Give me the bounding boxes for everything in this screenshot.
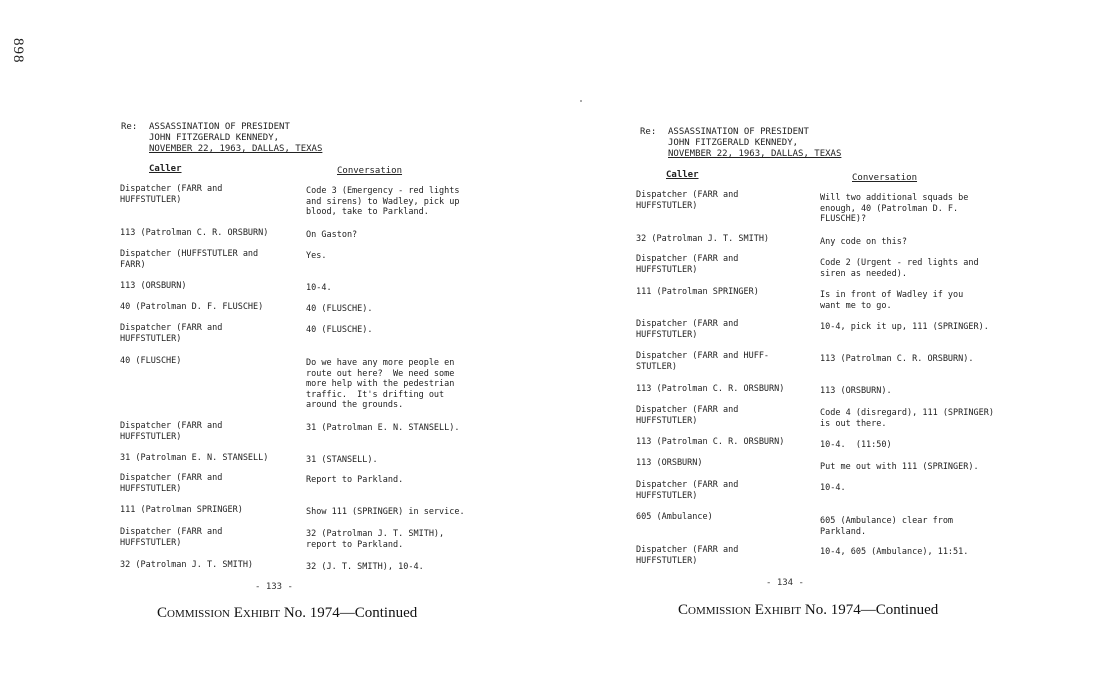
re-line: JOHN FITZGERALD KENNEDY, (668, 138, 799, 148)
re-line: JOHN FITZGERALD KENNEDY, (149, 133, 280, 143)
conversation-header: Conversation (337, 166, 403, 176)
caption-number: No. 1974—Continued (804, 602, 939, 618)
caller-cell: Dispatcher (FARR and HUFFSTUTLER) (636, 190, 739, 211)
caller-cell: 605 (Ambulance) (636, 512, 713, 522)
caller-cell: 113 (ORSBURN) (636, 458, 703, 468)
caller-header: Caller (666, 170, 699, 180)
conversation-cell: 605 (Ambulance) clear from Parkland. (820, 516, 954, 537)
conversation-cell: Is in front of Wadley if you want me to go. (820, 290, 964, 311)
caller-cell: 113 (Patrolman C. R. ORSBURN) (120, 228, 269, 238)
re-line: NOVEMBER 22, 1963, DALLAS, TEXAS (149, 144, 323, 154)
conversation-cell: 40 (FLUSCHE). (306, 325, 373, 335)
caption-commission: Commission (157, 605, 230, 621)
conversation-cell: Code 4 (disregard), 111 (SPRINGER) is out there. (820, 408, 994, 429)
caller-cell: Dispatcher (HUFFSTUTLER and FARR) (120, 249, 259, 270)
conversation-cell: 113 (ORSBURN). (820, 386, 892, 396)
caller-header: Caller (149, 164, 182, 174)
caller-cell: Dispatcher (FARR and HUFFSTUTLER) (120, 421, 223, 442)
caller-cell: Dispatcher (FARR and HUFFSTUTLER) (636, 319, 739, 340)
caption-exhibit: Exhibit (233, 605, 281, 621)
caller-cell: Dispatcher (FARR and HUFFSTUTLER) (636, 480, 739, 501)
conversation-cell: Do we have any more people en route out here? We need some more help with the pedestrian traffic. It's drifting out around the grounds. (306, 358, 455, 411)
caller-cell: Dispatcher (FARR and HUFFSTUTLER) (636, 254, 739, 275)
page-footer: - 133 - (255, 582, 293, 592)
conversation-cell: Put me out with 111 (SPRINGER). (820, 462, 979, 472)
caller-cell: Dispatcher (FARR and HUFFSTUTLER) (636, 545, 739, 566)
exhibit-caption (157, 605, 417, 622)
conversation-cell: On Gaston? (306, 230, 358, 240)
conversation-cell: 32 (Patrolman J. T. SMITH), report to Parkland. (306, 529, 445, 550)
caller-cell: Dispatcher (FARR and HUFFSTUTLER) (120, 184, 223, 205)
conversation-cell: 10-4, 605 (Ambulance), 11:51. (820, 547, 969, 557)
conversation-cell: 31 (STANSELL). (306, 455, 378, 465)
conversation-cell: 31 (Patrolman E. N. STANSELL). (306, 423, 460, 433)
caller-cell: Dispatcher (FARR and HUFFSTUTLER) (120, 527, 223, 548)
conversation-cell: 40 (FLUSCHE). (306, 304, 373, 314)
caller-cell: 111 (Patrolman SPRINGER) (120, 505, 243, 515)
conversation-cell: 10-4. (11:50) (820, 440, 892, 450)
caller-cell: Dispatcher (FARR and HUFFSTUTLER) (120, 473, 223, 494)
caller-cell: 32 (Patrolman J. T. SMITH) (120, 560, 254, 570)
caller-cell: Dispatcher (FARR and HUFF- STUTLER) (636, 351, 770, 372)
exhibit-caption (678, 602, 938, 619)
side-page-number: 898 (10, 38, 26, 64)
scan-speck (580, 100, 582, 102)
re-line: ASSASSINATION OF PRESIDENT (149, 122, 290, 132)
conversation-cell: Code 2 (Urgent - red lights and siren as needed). (820, 258, 979, 279)
conversation-cell: Show 111 (SPRINGER) in service. (306, 507, 465, 517)
caller-cell: 113 (Patrolman C. R. ORSBURN) (636, 384, 785, 394)
conversation-cell: Will two additional squads be enough, 40 (Patrolman D. F. FLUSCHE)? (820, 193, 969, 225)
re-line: ASSASSINATION OF PRESIDENT (668, 127, 809, 137)
conversation-cell: Any code on this? (820, 237, 907, 247)
conversation-cell: 32 (J. T. SMITH), 10-4. (306, 562, 424, 572)
caller-cell: 40 (Patrolman D. F. FLUSCHE) (120, 302, 264, 312)
caller-cell: Dispatcher (FARR and HUFFSTUTLER) (120, 323, 223, 344)
caption-exhibit: Exhibit (754, 602, 802, 618)
caller-cell: 113 (Patrolman C. R. ORSBURN) (636, 437, 785, 447)
conversation-cell: 113 (Patrolman C. R. ORSBURN). (820, 354, 974, 364)
conversation-cell: 10-4. (306, 283, 332, 293)
caller-cell: 40 (FLUSCHE) (120, 356, 182, 366)
left-page (115, 0, 495, 691)
page-footer: - 134 - (766, 578, 804, 588)
caller-cell: Dispatcher (FARR and HUFFSTUTLER) (636, 405, 739, 426)
conversation-header: Conversation (852, 173, 918, 183)
conversation-cell: 10-4. (820, 483, 846, 493)
caption-commission: Commission (678, 602, 751, 618)
conversation-cell: Report to Parkland. (306, 475, 404, 485)
caller-cell: 32 (Patrolman J. T. SMITH) (636, 234, 770, 244)
caller-cell: 31 (Patrolman E. N. STANSELL) (120, 453, 269, 463)
caller-cell: 113 (ORSBURN) (120, 281, 187, 291)
re-line: NOVEMBER 22, 1963, DALLAS, TEXAS (668, 149, 842, 159)
conversation-cell: Yes. (306, 251, 327, 261)
re-label: Re: (640, 127, 657, 137)
caller-cell: 111 (Patrolman SPRINGER) (636, 287, 759, 297)
conversation-cell: 10-4, pick it up, 111 (SPRINGER). (820, 322, 989, 332)
right-page (630, 0, 1010, 691)
re-label: Re: (121, 122, 138, 132)
caption-number: No. 1974—Continued (283, 605, 418, 621)
conversation-cell: Code 3 (Emergency - red lights and sirens) to Wadley, pick up blood, take to Parkland. (306, 186, 460, 218)
